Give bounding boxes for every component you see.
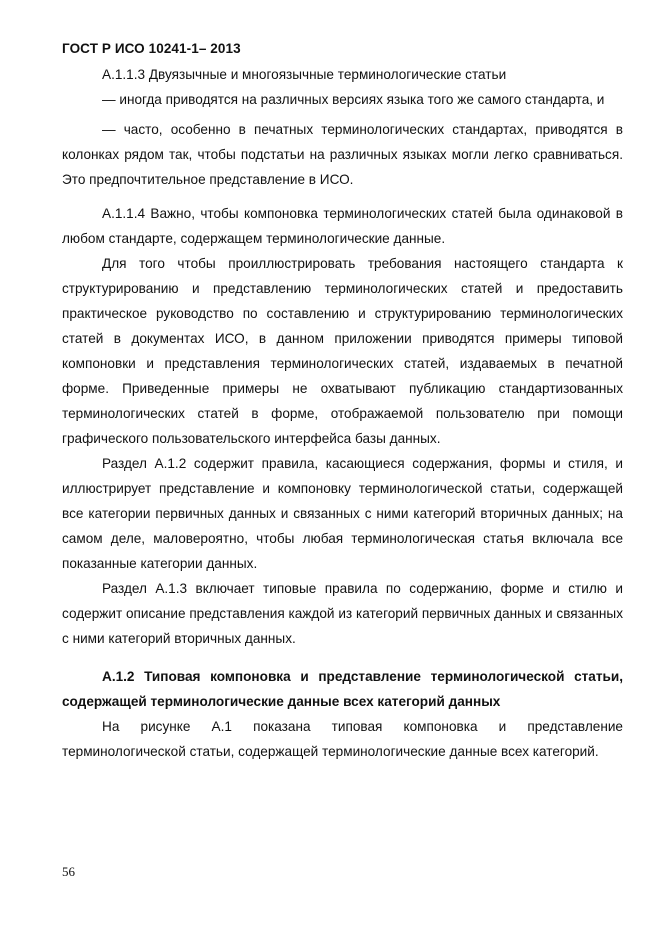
paragraph-a114: А.1.1.4 Важно, чтобы компоновка терминологических статей была одинаковой в любом стандарте, содержащем терминологические данные. [62,206,623,246]
section-heading-a12: А.1.2 Типовая компоновка и представление терминологической статьи, содержащей терминологические данные всех категорий данных [62,669,623,709]
paragraph-a113-title: А.1.1.3 Двуязычные и многоязычные терминологические статьи [102,67,507,82]
paragraph-list-item-2: — часто, особенно в печатных терминологических стандартах, приводятся в колонках рядом так, чтобы подстатьи на различных языках могли легко сравниваться. Это предпочтительное представление в ИСО. [62,122,623,187]
paragraph-illustration-purpose: Для того чтобы проиллюстрировать требования настоящего стандарта к структурированию и представлению терминологических статей и предоставить практическое руководство по составлению и структурированию терминологических статей в документах ИСО, в данном приложении приводятся примеры типовой компоновки и представления терминологических статей, издаваемых в печатной форме. Приведенные примеры не охватывают публикацию стандартизованных терминологических статей в форме, отображаемой пользователю при помощи графического пользовательского интерфейса базы данных. [62,256,623,446]
paragraph-section-a13: Раздел А.1.3 включает типовые правила по содержанию, форме и стилю и содержит описание представления каждой из категорий первичных данных и связанных с ними категорий вторичных данных. [62,581,623,646]
paragraph-figure-a1: На рисунке А.1 показана типовая компоновка и представление терминологической статьи, содержащей терминологические данные всех категорий. [62,719,623,759]
document-body [62,62,623,764]
document-header: ГОСТ Р ИСО 10241-1– 2013 [62,41,241,56]
paragraph-section-a12: Раздел А.1.2 содержит правила, касающиеся содержания, формы и стиля, и иллюстрирует представление и компоновку терминологической статьи, содержащей все категории первичных данных и связанных с ними категорий вторичных данных; на самом деле, маловероятно, чтобы любая терминологическая статья включала все показанные категории данных. [62,456,623,571]
page-number: 56 [62,864,75,879]
paragraph-list-item-1: — иногда приводятся на различных версиях языка того же самого стандарта, и [102,92,605,107]
